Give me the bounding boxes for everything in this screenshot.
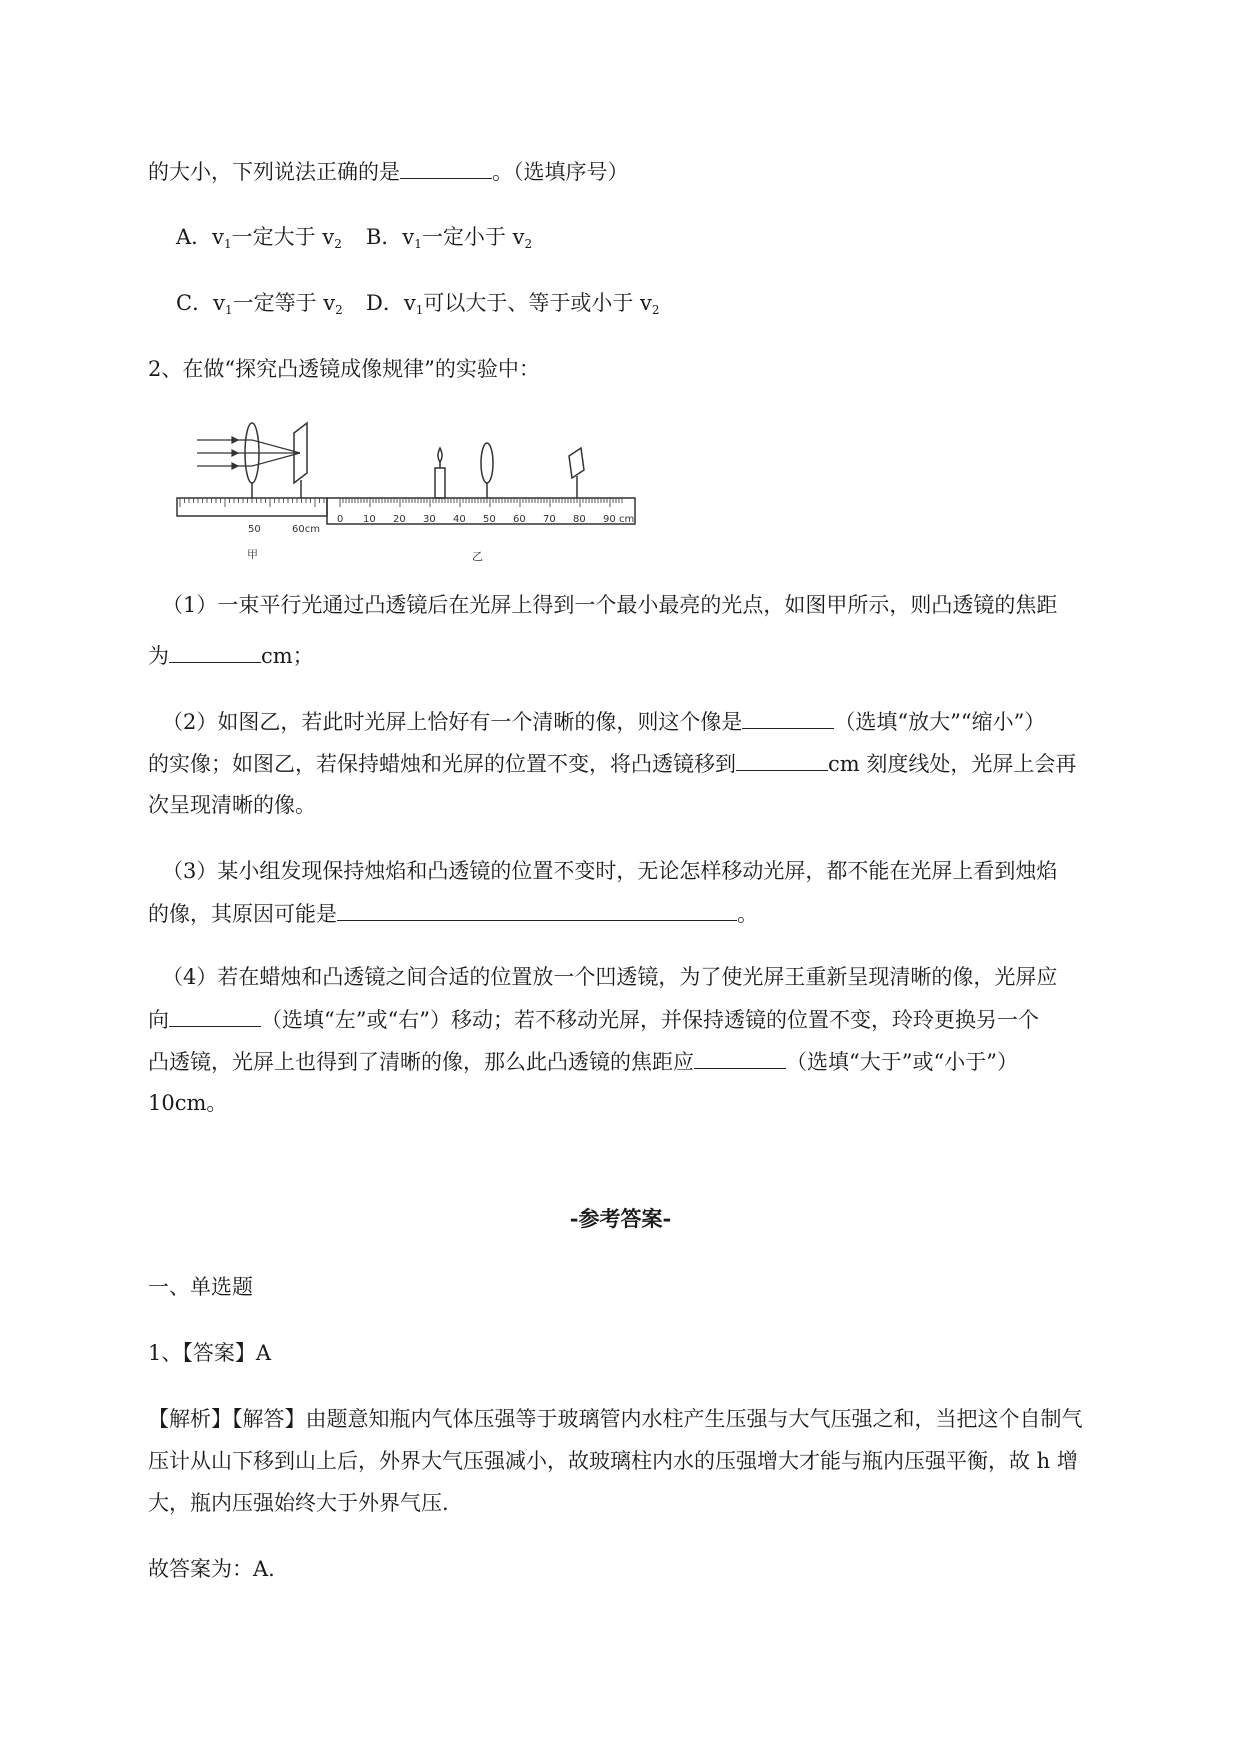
analysis-line3: 大，瓶内压强始终大于外界气压. [148, 1491, 449, 1515]
candle-icon [435, 448, 445, 498]
ruler-yi-label: 40 [453, 514, 466, 525]
ruler-yi-label: 90 [603, 514, 616, 525]
answer-blank[interactable] [736, 748, 828, 771]
q2-part4-line3: 凸透镜，光屏上也得到了清晰的像，那么此凸透镜的焦距应 （选填“大于”或“小于”） [148, 1046, 1018, 1077]
caption-jia: 甲 [247, 548, 258, 561]
option-a[interactable]: A．$v_1$一定大于 $v_2$ [176, 225, 342, 251]
q1-stem-tail: 的大小，下列说法正确的是 。（选填序号） [148, 156, 629, 187]
lens-experiment-figure [172, 418, 732, 568]
q2-part1-line2: 为 cm； [148, 640, 314, 671]
ruler-yi-label: 70 [543, 514, 556, 525]
q2-part4-line1: （4）若在蜡烛和凸透镜之间合适的位置放一个凹透镜，为了使光屏王重新呈现清晰的像，光屏应 [162, 965, 1058, 989]
answer-blank[interactable] [337, 898, 737, 921]
caption-yi: 乙 [472, 550, 483, 563]
screen-yi [569, 448, 584, 478]
q2-part3-line2: 的像，其原因可能是 。 [148, 898, 758, 929]
q2-part3-line1: （3）某小组发现保持烛焰和凸透镜的位置不变时，无论怎样移动光屏，都不能在光屏上看到烛焰 [162, 859, 1058, 883]
q2-part4-line2: 向 （选填“左”或“右”）移动；若不移动光屏，并保持透镜的位置不变，玲玲更换另一个 [148, 1004, 1039, 1035]
answer-blank[interactable] [742, 706, 834, 729]
answer-blank[interactable] [694, 1046, 786, 1069]
q2-part4-line4: 10cm。 [148, 1091, 228, 1115]
answers-section-title: 一、单选题 [148, 1275, 253, 1299]
ruler-yi-label: cm [619, 514, 635, 525]
q2-part2-line2: 的实像；如图乙，若保持蜡烛和光屏的位置不变，将凸透镜移到 cm 刻度线处，光屏上会再 [148, 748, 1076, 779]
ruler-yi-ticks [340, 498, 622, 507]
answer-1: 1、【答案】A [148, 1341, 272, 1365]
q2-part2-line1: （2）如图乙，若此时光屏上恰好有一个清晰的像，则这个像是 （选填“放大”“缩小”） [162, 706, 1045, 737]
ruler-yi-label: 50 [483, 514, 496, 525]
ruler-yi-label: 0 [337, 514, 344, 525]
analysis-line2: 压计从山下移到山上后，外界大气压强减小，故玻璃柱内水的压强增大才能与瓶内压强平衡，故 h 增 [148, 1449, 1078, 1473]
ruler-jia-ticks [180, 498, 324, 507]
q2-part1-line1: （1）一束平行光通过凸透镜后在光屏上得到一个最小最亮的光点，如图甲所示，则凸透镜的焦距 [162, 593, 1058, 617]
option-b[interactable]: B．$v_1$一定小于 $v_2$ [366, 225, 533, 251]
answer-blank[interactable] [169, 640, 261, 663]
ruler-yi-label: 60 [513, 514, 526, 525]
answer-blank[interactable] [400, 156, 492, 179]
q1-options-row-1 [176, 222, 532, 259]
ruler-jia-label-60: 60cm [292, 524, 320, 535]
ruler-jia-label-50: 50 [248, 524, 261, 535]
ruler-yi-label: 30 [423, 514, 436, 525]
option-d[interactable]: D．$v_1$可以大于、等于或小于 $v_2$ [366, 291, 660, 317]
analysis-line1: 【解析】【解答】由题意知瓶内气体压强等于玻璃管内水柱产生压强与大气压强之和，当把这个自制气 [148, 1407, 1083, 1431]
q2-title: 2、在做“探究凸透镜成像规律”的实验中： [148, 357, 540, 381]
parallel-rays [197, 437, 300, 469]
convex-lens-yi [481, 443, 493, 483]
option-c[interactable]: C．$v_1$一定等于 $v_2$ [176, 291, 343, 317]
ruler-yi-label: 80 [573, 514, 586, 525]
ruler-yi-label: 10 [363, 514, 376, 525]
q2-part2-line3: 次呈现清晰的像。 [148, 793, 316, 817]
answer-blank[interactable] [169, 1004, 261, 1027]
q1-options-row-2 [176, 288, 660, 325]
answers-heading: -参考答案- [569, 1206, 672, 1231]
conclusion: 故答案为：A. [148, 1557, 275, 1581]
ruler-yi-label: 20 [393, 514, 406, 525]
